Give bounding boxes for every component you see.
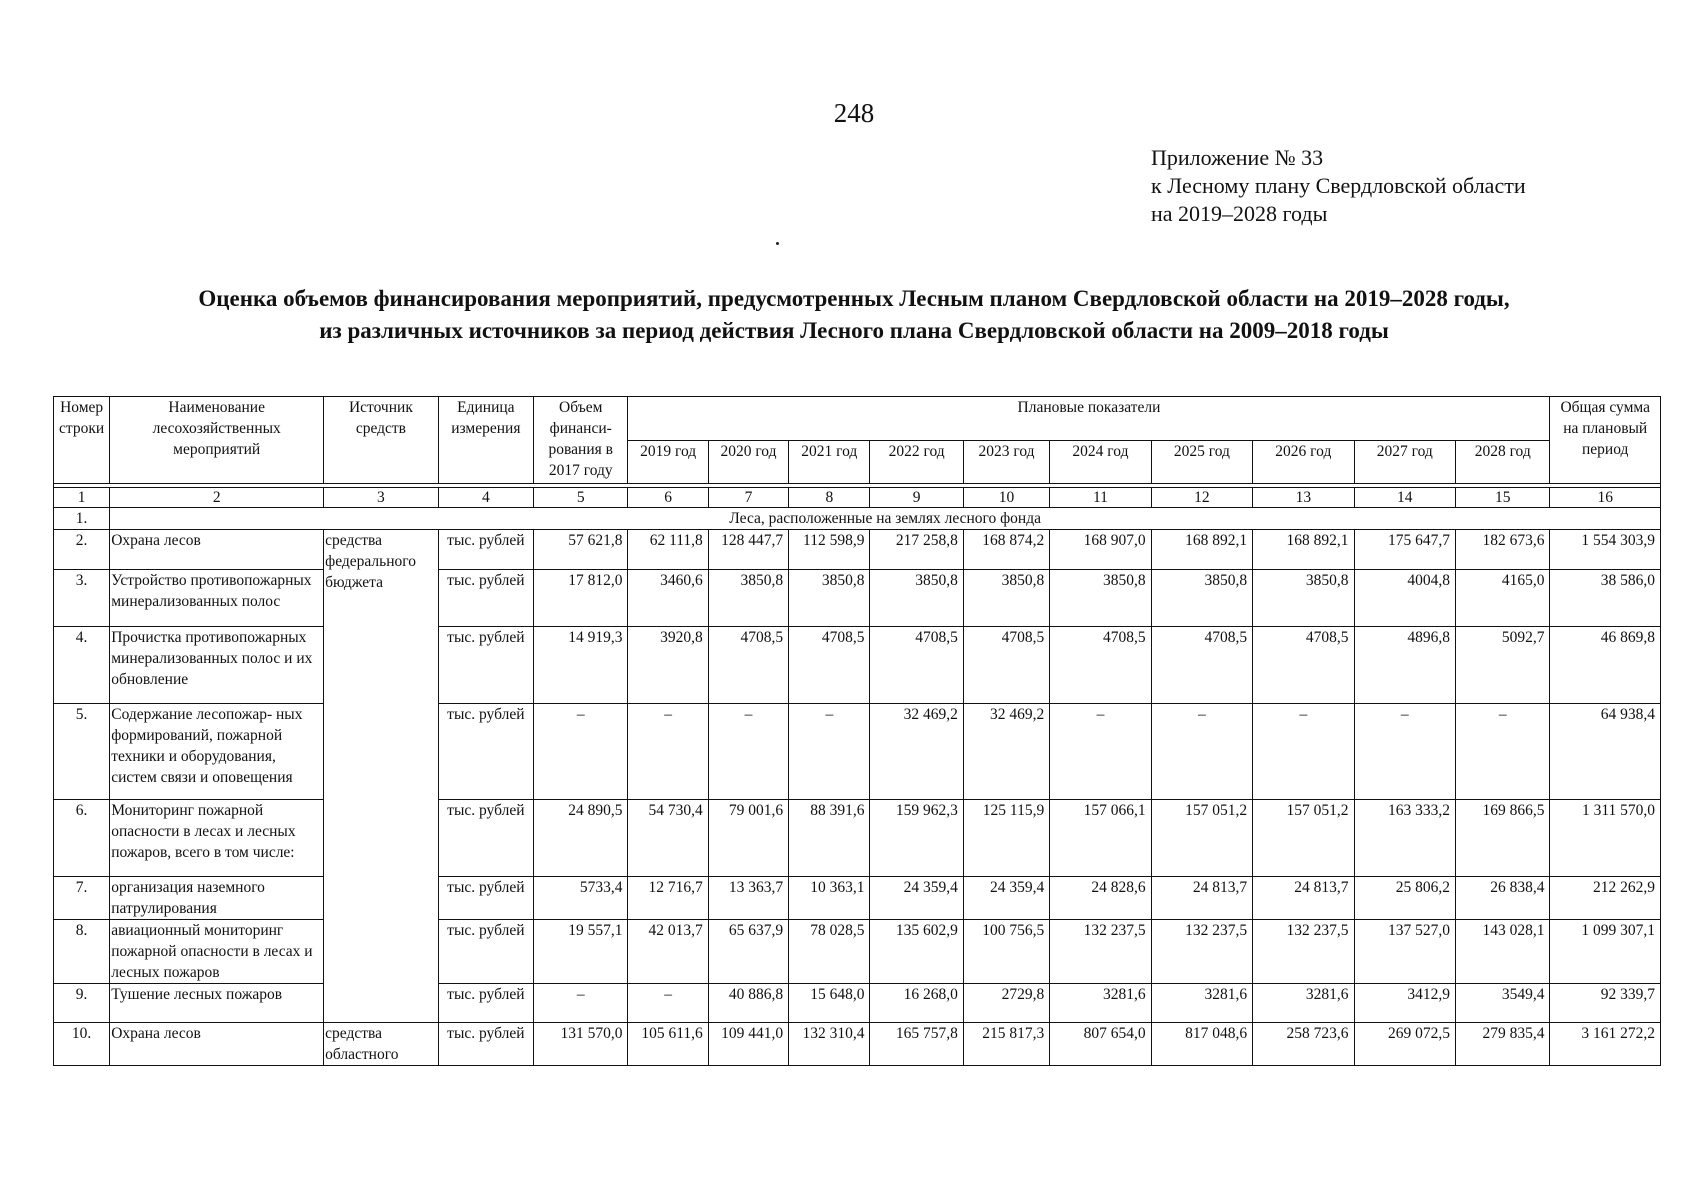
column-number: 13: [1253, 488, 1354, 508]
unit: тыс. рублей: [438, 984, 533, 1023]
year-value: –: [628, 984, 708, 1023]
table-row: [54, 570, 1661, 627]
column-number: 12: [1151, 488, 1252, 508]
column-number: 2: [110, 488, 324, 508]
year-value: 3850,8: [1050, 570, 1151, 627]
year-value: 258 723,6: [1253, 1023, 1354, 1066]
year-value: 165 757,8: [870, 1023, 963, 1066]
year-value: 42 013,7: [628, 920, 708, 984]
header-year-1: 2020 год: [708, 440, 788, 484]
header-planned: Плановые показатели: [628, 397, 1550, 441]
year-value: 143 028,1: [1455, 920, 1549, 984]
total-value: 212 262,9: [1550, 877, 1661, 920]
year-value: –: [1455, 704, 1549, 800]
column-number: 10: [963, 488, 1049, 508]
column-number: 7: [708, 488, 788, 508]
row-number: 9.: [54, 984, 110, 1023]
column-number: 14: [1354, 488, 1455, 508]
header-volume: Объем финанси- рования в 2017 году: [534, 397, 628, 484]
year-value: 128 447,7: [708, 530, 788, 570]
year-value: –: [1050, 704, 1151, 800]
year-value: 4896,8: [1354, 627, 1455, 704]
year-value: 3850,8: [708, 570, 788, 627]
column-number: 3: [324, 488, 438, 508]
header-year-5: 2024 год: [1050, 440, 1151, 484]
year-value: 105 611,6: [628, 1023, 708, 1066]
activity-name: организация наземного патрулирования: [110, 877, 324, 920]
table-row: [54, 877, 1661, 920]
unit: тыс. рублей: [438, 530, 533, 570]
year-value: 15 648,0: [789, 984, 870, 1023]
header-year-3: 2022 год: [870, 440, 963, 484]
appendix-line-1: Приложение № 33: [1151, 145, 1324, 170]
year-value: –: [789, 704, 870, 800]
year-value: 159 962,3: [870, 800, 963, 877]
column-number: 16: [1550, 488, 1661, 508]
unit: тыс. рублей: [438, 800, 533, 877]
column-number: 1: [54, 488, 110, 508]
year-value: 157 066,1: [1050, 800, 1151, 877]
year-value: 24 359,4: [963, 877, 1049, 920]
row-number: 7.: [54, 877, 110, 920]
year-value: 5092,7: [1455, 627, 1549, 704]
header-row-1: [54, 397, 1661, 441]
activity-name: Охрана лесов: [110, 1023, 324, 1066]
year-value: 135 602,9: [870, 920, 963, 984]
year-value: –: [628, 704, 708, 800]
year-value: 182 673,6: [1455, 530, 1549, 570]
activity-name: Охрана лесов: [110, 530, 324, 570]
year-value: 279 835,4: [1455, 1023, 1549, 1066]
row-number: 10.: [54, 1023, 110, 1066]
year-value: 24 359,4: [870, 877, 963, 920]
unit: тыс. рублей: [438, 570, 533, 627]
year-value: 3460,6: [628, 570, 708, 627]
year-value: 88 391,6: [789, 800, 870, 877]
header-year-6: 2025 год: [1151, 440, 1252, 484]
year-value: 13 363,7: [708, 877, 788, 920]
title-line-1: Оценка объемов финансирования мероприятий, предусмотренных Лесным планом Свердловской области на 2019–2028 годы,: [198, 286, 1510, 311]
page-number: 248: [833, 98, 875, 128]
table-row: [54, 704, 1661, 800]
year-value: 24 828,6: [1050, 877, 1151, 920]
section-title: Леса, расположенные на землях лесного фонда: [110, 508, 1661, 530]
year-value: 32 469,2: [963, 704, 1049, 800]
appendix-line-3: на 2019–2028 годы: [1151, 201, 1328, 226]
column-number: 6: [628, 488, 708, 508]
volume-2017: –: [534, 984, 628, 1023]
appendix-note: [1151, 144, 1526, 228]
table-row: [54, 1023, 1661, 1066]
year-value: –: [1151, 704, 1252, 800]
table-row: [54, 800, 1661, 877]
header-total: Общая сумма на плановый период: [1550, 397, 1661, 484]
year-value: 4708,5: [708, 627, 788, 704]
year-value: 175 647,7: [1354, 530, 1455, 570]
header-year-4: 2023 год: [963, 440, 1049, 484]
year-value: 217 258,8: [870, 530, 963, 570]
year-value: 168 907,0: [1050, 530, 1151, 570]
table-row: [54, 984, 1661, 1023]
year-value: 817 048,6: [1151, 1023, 1252, 1066]
year-value: 78 028,5: [789, 920, 870, 984]
activity-name: Устройство противопожарных минерализованных полос: [110, 570, 324, 627]
unit: тыс. рублей: [438, 704, 533, 800]
document-title: [60, 283, 1648, 347]
year-value: –: [1354, 704, 1455, 800]
year-value: 4708,5: [1050, 627, 1151, 704]
title-line-2: из различных источников за период действия Лесного плана Свердловской области на 2009–2018 годы: [319, 318, 1389, 343]
year-value: 4004,8: [1354, 570, 1455, 627]
row-number: 8.: [54, 920, 110, 984]
unit: тыс. рублей: [438, 1023, 533, 1066]
year-value: 3920,8: [628, 627, 708, 704]
activity-name: Тушение лесных пожаров: [110, 984, 324, 1023]
year-value: 157 051,2: [1253, 800, 1354, 877]
year-value: 4708,5: [789, 627, 870, 704]
column-numbers-row: [54, 488, 1661, 508]
row-number: 4.: [54, 627, 110, 704]
column-number: 4: [438, 488, 533, 508]
activity-name: авиационный мониторинг пожарной опасности в лесах и лесных пожаров: [110, 920, 324, 984]
year-value: 32 469,2: [870, 704, 963, 800]
total-value: 3 161 272,2: [1550, 1023, 1661, 1066]
year-value: 3281,6: [1253, 984, 1354, 1023]
section-no: 1.: [54, 508, 110, 530]
column-number: 5: [534, 488, 628, 508]
year-value: 3850,8: [1151, 570, 1252, 627]
row-number: 2.: [54, 530, 110, 570]
year-value: 54 730,4: [628, 800, 708, 877]
year-value: 132 237,5: [1151, 920, 1252, 984]
volume-2017: 5733,4: [534, 877, 628, 920]
year-value: 215 817,3: [963, 1023, 1049, 1066]
year-value: 25 806,2: [1354, 877, 1455, 920]
funding-source: средства федерального бюджета: [324, 530, 438, 1023]
row-number: 6.: [54, 800, 110, 877]
total-value: 1 311 570,0: [1550, 800, 1661, 877]
year-value: –: [708, 704, 788, 800]
year-value: 4708,5: [870, 627, 963, 704]
year-value: 65 637,9: [708, 920, 788, 984]
total-value: 38 586,0: [1550, 570, 1661, 627]
year-value: 132 237,5: [1253, 920, 1354, 984]
header-year-7: 2026 год: [1253, 440, 1354, 484]
year-value: 3850,8: [1253, 570, 1354, 627]
year-value: 24 813,7: [1253, 877, 1354, 920]
year-value: 3850,8: [789, 570, 870, 627]
year-value: 4708,5: [1151, 627, 1252, 704]
row-number: 5.: [54, 704, 110, 800]
scan-dot: [776, 242, 779, 245]
year-value: 169 866,5: [1455, 800, 1549, 877]
year-value: 79 001,6: [708, 800, 788, 877]
header-year-9: 2028 год: [1455, 440, 1549, 484]
column-number: 9: [870, 488, 963, 508]
year-value: 137 527,0: [1354, 920, 1455, 984]
volume-2017: 57 621,8: [534, 530, 628, 570]
year-value: 62 111,8: [628, 530, 708, 570]
year-value: 3549,4: [1455, 984, 1549, 1023]
activity-name: Мониторинг пожарной опасности в лесах и лесных пожаров, всего в том числе:: [110, 800, 324, 877]
header-unit: Единица измерения: [438, 397, 533, 484]
total-value: 92 339,7: [1550, 984, 1661, 1023]
year-value: 3850,8: [963, 570, 1049, 627]
year-value: 4708,5: [963, 627, 1049, 704]
total-value: 46 869,8: [1550, 627, 1661, 704]
volume-2017: 19 557,1: [534, 920, 628, 984]
year-value: 163 333,2: [1354, 800, 1455, 877]
activity-name: Содержание лесопожар- ных формирований, пожарной техники и оборудования, систем связи и оповещения: [110, 704, 324, 800]
header-year-8: 2027 год: [1354, 440, 1455, 484]
year-value: 16 268,0: [870, 984, 963, 1023]
year-value: 10 363,1: [789, 877, 870, 920]
year-value: 3412,9: [1354, 984, 1455, 1023]
volume-2017: –: [534, 704, 628, 800]
volume-2017: 17 812,0: [534, 570, 628, 627]
header-name: Наименование лесохозяйственных мероприятий: [110, 397, 324, 484]
unit: тыс. рублей: [438, 877, 533, 920]
header-source: Источник средств: [324, 397, 438, 484]
year-value: 269 072,5: [1354, 1023, 1455, 1066]
year-value: 3281,6: [1050, 984, 1151, 1023]
column-number: 8: [789, 488, 870, 508]
row-number: 3.: [54, 570, 110, 627]
appendix-line-2: к Лесному плану Свердловской области: [1151, 173, 1526, 198]
unit: тыс. рублей: [438, 920, 533, 984]
year-value: 112 598,9: [789, 530, 870, 570]
year-value: 132 237,5: [1050, 920, 1151, 984]
year-value: 807 654,0: [1050, 1023, 1151, 1066]
year-value: 157 051,2: [1151, 800, 1252, 877]
year-value: 2729,8: [963, 984, 1049, 1023]
year-value: 24 813,7: [1151, 877, 1252, 920]
year-value: 125 115,9: [963, 800, 1049, 877]
year-value: 4708,5: [1253, 627, 1354, 704]
year-value: 3281,6: [1151, 984, 1252, 1023]
volume-2017: 14 919,3: [534, 627, 628, 704]
year-value: 168 892,1: [1253, 530, 1354, 570]
volume-2017: 131 570,0: [534, 1023, 628, 1066]
year-value: 40 886,8: [708, 984, 788, 1023]
unit: тыс. рублей: [438, 627, 533, 704]
table-row: [54, 627, 1661, 704]
financing-table: [53, 396, 1661, 1066]
year-value: –: [1253, 704, 1354, 800]
volume-2017: 24 890,5: [534, 800, 628, 877]
year-value: 168 892,1: [1151, 530, 1252, 570]
header-year-2: 2021 год: [789, 440, 870, 484]
section-row: [54, 508, 1661, 530]
header-row-no: Номер строки: [54, 397, 110, 484]
total-value: 1 554 303,9: [1550, 530, 1661, 570]
year-value: 109 441,0: [708, 1023, 788, 1066]
table-row: [54, 530, 1661, 570]
year-value: 100 756,5: [963, 920, 1049, 984]
funding-source: средства областного: [324, 1023, 438, 1066]
year-value: 4165,0: [1455, 570, 1549, 627]
column-number: 11: [1050, 488, 1151, 508]
year-value: 3850,8: [870, 570, 963, 627]
year-value: 168 874,2: [963, 530, 1049, 570]
header-year-0: 2019 год: [628, 440, 708, 484]
total-value: 1 099 307,1: [1550, 920, 1661, 984]
activity-name: Прочистка противопожарных минерализованных полос и их обновление: [110, 627, 324, 704]
year-value: 26 838,4: [1455, 877, 1549, 920]
year-value: 132 310,4: [789, 1023, 870, 1066]
column-number: 15: [1455, 488, 1549, 508]
total-value: 64 938,4: [1550, 704, 1661, 800]
table-row: [54, 920, 1661, 984]
year-value: 12 716,7: [628, 877, 708, 920]
